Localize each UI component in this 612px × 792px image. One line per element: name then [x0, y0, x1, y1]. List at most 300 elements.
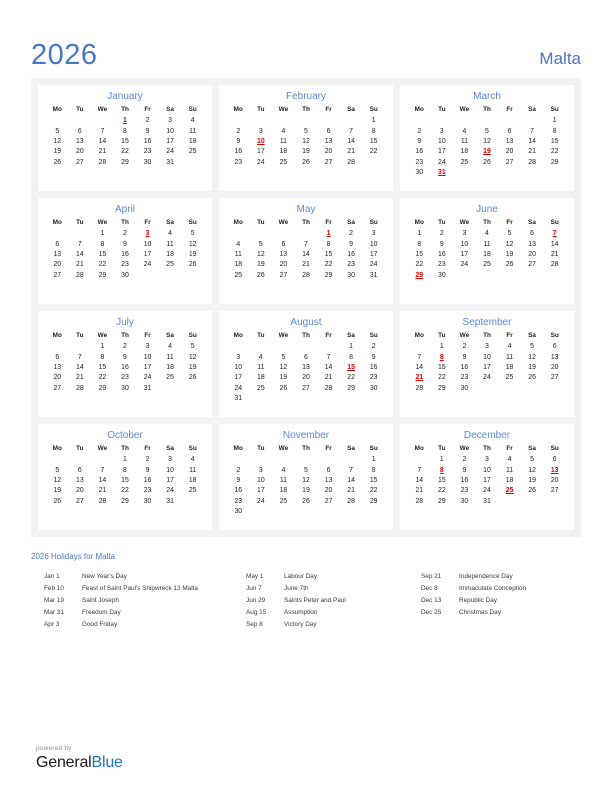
day-cell[interactable]: 16	[234, 148, 243, 156]
day-cell[interactable]: 20	[505, 148, 514, 156]
day-cell[interactable]: 19	[53, 487, 62, 495]
day-cell[interactable]: 29	[324, 271, 333, 279]
day-cell[interactable]: 27	[505, 158, 514, 166]
day-cell[interactable]: 20	[76, 148, 84, 156]
day-cell[interactable]: 4	[190, 117, 195, 125]
day-cell[interactable]: 29	[98, 271, 107, 279]
day-cell-holiday[interactable]: 15	[347, 363, 355, 371]
day-cell[interactable]: 27	[324, 497, 333, 505]
day-cell[interactable]: 14	[550, 240, 559, 248]
day-cell[interactable]: 25	[505, 374, 514, 382]
day-cell-holiday[interactable]: 8	[439, 466, 444, 474]
day-cell[interactable]: 24	[257, 497, 265, 505]
day-cell[interactable]: 13	[302, 363, 310, 371]
day-cell[interactable]: 6	[507, 127, 512, 135]
day-cell[interactable]: 13	[76, 476, 84, 484]
day-cell[interactable]: 14	[415, 363, 424, 371]
day-cell[interactable]: 24	[166, 487, 174, 495]
day-cell[interactable]: 23	[143, 487, 152, 495]
day-cell[interactable]: 18	[279, 487, 288, 495]
day-cell[interactable]: 23	[234, 158, 243, 166]
day-cell[interactable]: 13	[528, 240, 536, 248]
day-cell[interactable]: 29	[438, 384, 446, 392]
day-cell[interactable]: 23	[347, 261, 355, 269]
day-cell[interactable]: 22	[438, 487, 446, 495]
day-cell[interactable]: 11	[505, 466, 514, 474]
day-cell[interactable]: 9	[236, 137, 241, 145]
day-cell[interactable]: 19	[279, 374, 288, 382]
day-cell[interactable]: 16	[460, 476, 469, 484]
day-cell[interactable]: 27	[76, 497, 84, 505]
day-cell[interactable]: 19	[188, 363, 197, 371]
day-cell[interactable]: 6	[552, 343, 557, 351]
day-cell[interactable]: 12	[302, 137, 310, 145]
day-cell[interactable]: 6	[281, 240, 286, 248]
day-cell[interactable]: 6	[326, 466, 331, 474]
day-cell[interactable]: 24	[483, 374, 491, 382]
day-cell[interactable]: 2	[123, 343, 127, 351]
day-cell[interactable]: 9	[145, 127, 150, 135]
day-cell[interactable]: 6	[326, 127, 331, 135]
day-cell[interactable]: 19	[505, 250, 514, 258]
day-cell[interactable]: 30	[369, 384, 378, 392]
day-cell[interactable]: 20	[53, 261, 62, 269]
day-cell[interactable]: 11	[279, 137, 287, 145]
day-cell[interactable]: 5	[281, 353, 286, 361]
day-cell[interactable]: 3	[145, 343, 150, 351]
day-cell[interactable]: 19	[53, 148, 62, 156]
day-cell[interactable]: 4	[507, 343, 512, 351]
day-cell[interactable]: 15	[438, 476, 446, 484]
day-cell[interactable]: 11	[460, 137, 468, 145]
day-cell[interactable]: 15	[438, 363, 446, 371]
day-cell[interactable]: 18	[257, 374, 265, 382]
day-cell[interactable]: 19	[257, 261, 265, 269]
day-cell[interactable]: 7	[530, 127, 535, 135]
day-cell[interactable]: 28	[415, 384, 424, 392]
day-cell[interactable]: 29	[121, 158, 129, 166]
day-cell[interactable]: 12	[279, 363, 288, 371]
day-cell[interactable]: 21	[76, 261, 84, 269]
day-cell[interactable]: 31	[369, 271, 378, 279]
day-cell[interactable]: 14	[98, 137, 107, 145]
day-cell-holiday[interactable]: 25	[505, 487, 514, 495]
day-cell[interactable]: 14	[347, 137, 355, 145]
day-cell[interactable]: 4	[281, 127, 286, 135]
day-cell[interactable]: 29	[121, 497, 129, 505]
day-cell[interactable]: 9	[123, 240, 127, 248]
day-cell[interactable]: 4	[168, 230, 173, 238]
day-cell[interactable]: 15	[369, 137, 378, 145]
day-cell[interactable]: 22	[415, 261, 424, 269]
day-cell[interactable]: 13	[324, 137, 333, 145]
day-cell[interactable]: 3	[168, 456, 173, 464]
day-cell[interactable]: 2	[462, 343, 467, 351]
day-cell[interactable]: 26	[505, 261, 514, 269]
day-cell[interactable]: 25	[257, 384, 265, 392]
day-cell[interactable]: 28	[347, 158, 355, 166]
day-cell[interactable]: 20	[550, 363, 559, 371]
day-cell[interactable]: 20	[302, 374, 310, 382]
day-cell[interactable]: 8	[123, 127, 127, 135]
day-cell[interactable]: 20	[53, 374, 62, 382]
day-cell[interactable]: 25	[166, 374, 174, 382]
day-cell[interactable]: 4	[462, 127, 467, 135]
day-cell[interactable]: 28	[347, 497, 355, 505]
day-cell[interactable]: 4	[485, 230, 489, 238]
day-cell[interactable]: 18	[166, 363, 174, 371]
day-cell[interactable]: 17	[460, 250, 469, 258]
day-cell[interactable]: 3	[258, 466, 263, 474]
day-cell[interactable]: 4	[190, 456, 195, 464]
day-cell[interactable]: 17	[166, 476, 174, 484]
day-cell[interactable]: 30	[460, 384, 469, 392]
day-cell[interactable]: 1	[439, 456, 444, 464]
day-cell[interactable]: 23	[121, 374, 129, 382]
day-cell[interactable]: 5	[55, 127, 60, 135]
day-cell[interactable]: 23	[234, 497, 243, 505]
day-cell[interactable]: 2	[371, 343, 376, 351]
day-cell[interactable]: 15	[98, 363, 107, 371]
day-cell[interactable]: 2	[145, 117, 150, 125]
day-cell[interactable]: 14	[347, 476, 355, 484]
day-cell[interactable]: 20	[550, 476, 559, 484]
day-cell[interactable]: 8	[100, 353, 105, 361]
day-cell[interactable]: 21	[347, 487, 355, 495]
day-cell[interactable]: 6	[530, 230, 535, 238]
day-cell[interactable]: 29	[438, 497, 446, 505]
day-cell[interactable]: 18	[166, 250, 174, 258]
day-cell[interactable]: 17	[257, 148, 265, 156]
day-cell[interactable]: 21	[76, 374, 84, 382]
day-cell[interactable]: 2	[439, 230, 444, 238]
day-cell[interactable]: 27	[324, 158, 333, 166]
day-cell[interactable]: 18	[188, 476, 197, 484]
day-cell[interactable]: 5	[485, 127, 489, 135]
day-cell-holiday[interactable]: 10	[257, 137, 265, 145]
day-cell[interactable]: 23	[460, 374, 469, 382]
day-cell[interactable]: 1	[552, 117, 557, 125]
day-cell[interactable]: 27	[53, 271, 62, 279]
day-cell[interactable]: 26	[188, 261, 197, 269]
day-cell[interactable]: 2	[417, 127, 422, 135]
day-cell[interactable]: 27	[279, 271, 288, 279]
day-cell[interactable]: 26	[53, 497, 62, 505]
day-cell[interactable]: 22	[121, 148, 129, 156]
day-cell[interactable]: 5	[507, 230, 512, 238]
day-cell[interactable]: 31	[166, 497, 174, 505]
day-cell[interactable]: 9	[439, 240, 444, 248]
day-cell[interactable]: 2	[123, 230, 127, 238]
day-cell-holiday[interactable]: 19	[483, 148, 491, 156]
day-cell[interactable]: 16	[143, 476, 152, 484]
day-cell[interactable]: 19	[302, 487, 310, 495]
day-cell[interactable]: 16	[415, 148, 424, 156]
day-cell[interactable]: 12	[257, 250, 265, 258]
day-cell[interactable]: 13	[76, 137, 84, 145]
day-cell[interactable]: 31	[143, 384, 152, 392]
day-cell[interactable]: 22	[369, 487, 378, 495]
day-cell-holiday[interactable]: 1	[326, 230, 331, 238]
day-cell[interactable]: 31	[234, 395, 243, 403]
day-cell[interactable]: 3	[258, 127, 263, 135]
day-cell[interactable]: 24	[483, 487, 491, 495]
day-cell[interactable]: 26	[53, 158, 62, 166]
day-cell[interactable]: 27	[53, 384, 62, 392]
day-cell[interactable]: 16	[121, 250, 129, 258]
day-cell[interactable]: 22	[98, 261, 107, 269]
day-cell[interactable]: 18	[234, 261, 243, 269]
day-cell[interactable]: 4	[258, 353, 263, 361]
day-cell[interactable]: 10	[143, 240, 152, 248]
day-cell[interactable]: 28	[98, 497, 107, 505]
day-cell[interactable]: 12	[302, 476, 310, 484]
day-cell[interactable]: 17	[438, 148, 446, 156]
day-cell[interactable]: 13	[550, 353, 559, 361]
day-cell[interactable]: 27	[550, 374, 559, 382]
day-cell[interactable]: 30	[460, 497, 469, 505]
day-cell[interactable]: 22	[369, 148, 378, 156]
day-cell[interactable]: 26	[483, 158, 491, 166]
day-cell[interactable]: 9	[462, 466, 467, 474]
day-cell[interactable]: 25	[188, 487, 197, 495]
day-cell[interactable]: 16	[143, 137, 152, 145]
day-cell[interactable]: 12	[528, 466, 536, 474]
day-cell[interactable]: 23	[369, 374, 378, 382]
day-cell[interactable]: 7	[349, 127, 354, 135]
day-cell[interactable]: 28	[76, 384, 84, 392]
day-cell[interactable]: 30	[143, 158, 152, 166]
day-cell[interactable]: 28	[76, 271, 84, 279]
day-cell[interactable]: 19	[528, 476, 536, 484]
day-cell[interactable]: 26	[188, 374, 197, 382]
day-cell[interactable]: 21	[528, 148, 536, 156]
day-cell[interactable]: 21	[550, 250, 559, 258]
day-cell-holiday[interactable]: 29	[415, 271, 424, 279]
day-cell[interactable]: 1	[100, 230, 105, 238]
day-cell[interactable]: 24	[460, 261, 469, 269]
day-cell[interactable]: 10	[460, 240, 469, 248]
day-cell[interactable]: 7	[304, 240, 308, 248]
day-cell[interactable]: 5	[190, 343, 195, 351]
day-cell[interactable]: 25	[483, 261, 491, 269]
day-cell[interactable]: 18	[460, 148, 469, 156]
day-cell[interactable]: 24	[257, 158, 265, 166]
day-cell[interactable]: 30	[234, 508, 243, 516]
day-cell[interactable]: 2	[349, 230, 354, 238]
day-cell[interactable]: 3	[462, 230, 467, 238]
day-cell[interactable]: 31	[483, 497, 491, 505]
day-cell[interactable]: 8	[417, 240, 422, 248]
day-cell[interactable]: 19	[302, 148, 310, 156]
day-cell[interactable]: 10	[483, 466, 491, 474]
day-cell[interactable]: 11	[189, 466, 197, 474]
day-cell[interactable]: 10	[166, 127, 174, 135]
day-cell[interactable]: 30	[121, 384, 129, 392]
day-cell[interactable]: 10	[483, 353, 491, 361]
day-cell[interactable]: 12	[483, 137, 491, 145]
day-cell[interactable]: 12	[188, 240, 197, 248]
day-cell[interactable]: 4	[168, 343, 173, 351]
day-cell[interactable]: 24	[143, 374, 152, 382]
day-cell[interactable]: 1	[349, 343, 354, 351]
day-cell[interactable]: 15	[550, 137, 559, 145]
day-cell-holiday[interactable]: 7	[552, 230, 557, 238]
day-cell[interactable]: 17	[483, 476, 491, 484]
day-cell[interactable]: 16	[460, 363, 469, 371]
day-cell[interactable]: 5	[530, 456, 535, 464]
day-cell[interactable]: 7	[349, 466, 354, 474]
day-cell[interactable]: 24	[166, 148, 174, 156]
day-cell[interactable]: 1	[100, 343, 105, 351]
day-cell[interactable]: 27	[302, 384, 310, 392]
day-cell[interactable]: 21	[302, 261, 310, 269]
day-cell[interactable]: 24	[143, 261, 152, 269]
day-cell-holiday[interactable]: 21	[415, 374, 424, 382]
day-cell[interactable]: 21	[415, 487, 424, 495]
day-cell[interactable]: 26	[528, 374, 536, 382]
day-cell[interactable]: 1	[371, 456, 376, 464]
day-cell[interactable]: 22	[550, 148, 559, 156]
day-cell[interactable]: 26	[257, 271, 265, 279]
day-cell[interactable]: 24	[369, 261, 378, 269]
day-cell[interactable]: 20	[528, 250, 536, 258]
day-cell[interactable]: 17	[234, 374, 243, 382]
day-cell[interactable]: 30	[121, 271, 129, 279]
day-cell[interactable]: 18	[505, 476, 514, 484]
day-cell[interactable]: 28	[528, 158, 536, 166]
day-cell[interactable]: 18	[483, 250, 491, 258]
day-cell[interactable]: 3	[485, 456, 489, 464]
day-cell[interactable]: 8	[552, 127, 557, 135]
day-cell[interactable]: 4	[236, 240, 241, 248]
day-cell[interactable]: 26	[302, 158, 310, 166]
day-cell[interactable]: 25	[234, 271, 243, 279]
day-cell[interactable]: 22	[347, 374, 355, 382]
day-cell[interactable]: 26	[279, 384, 288, 392]
day-cell[interactable]: 12	[188, 353, 197, 361]
day-cell[interactable]: 3	[371, 230, 376, 238]
day-cell[interactable]: 9	[371, 353, 376, 361]
day-cell[interactable]: 16	[234, 487, 243, 495]
day-cell[interactable]: 5	[530, 343, 535, 351]
day-cell[interactable]: 30	[143, 497, 152, 505]
day-cell[interactable]: 21	[324, 374, 333, 382]
day-cell[interactable]: 28	[550, 261, 559, 269]
day-cell[interactable]: 10	[143, 353, 152, 361]
day-cell[interactable]: 16	[438, 250, 446, 258]
day-cell-holiday[interactable]: 1	[123, 117, 127, 125]
day-cell[interactable]: 5	[258, 240, 263, 248]
day-cell[interactable]: 13	[324, 476, 333, 484]
day-cell[interactable]: 5	[304, 466, 308, 474]
day-cell[interactable]: 25	[460, 158, 469, 166]
day-cell[interactable]: 9	[349, 240, 354, 248]
day-cell[interactable]: 9	[417, 137, 422, 145]
day-cell[interactable]: 20	[279, 261, 288, 269]
day-cell[interactable]: 21	[98, 487, 107, 495]
day-cell[interactable]: 13	[53, 250, 62, 258]
day-cell[interactable]: 7	[417, 466, 422, 474]
day-cell[interactable]: 30	[347, 271, 355, 279]
day-cell[interactable]: 29	[98, 384, 107, 392]
day-cell[interactable]: 10	[166, 466, 174, 474]
day-cell[interactable]: 2	[236, 466, 241, 474]
day-cell[interactable]: 26	[528, 487, 536, 495]
generalblue-logo[interactable]	[36, 753, 123, 772]
day-cell[interactable]: 14	[302, 250, 310, 258]
day-cell[interactable]: 16	[369, 363, 378, 371]
day-cell[interactable]: 21	[347, 148, 355, 156]
day-cell[interactable]: 28	[415, 497, 424, 505]
day-cell[interactable]: 5	[55, 466, 60, 474]
day-cell[interactable]: 7	[77, 353, 82, 361]
day-cell[interactable]: 30	[438, 271, 446, 279]
day-cell[interactable]: 15	[98, 250, 107, 258]
day-cell[interactable]: 11	[234, 250, 242, 258]
day-cell[interactable]: 23	[121, 261, 129, 269]
day-cell[interactable]: 13	[505, 137, 514, 145]
day-cell[interactable]: 18	[505, 363, 514, 371]
day-cell[interactable]: 25	[279, 497, 288, 505]
day-cell[interactable]: 27	[528, 261, 536, 269]
day-cell[interactable]: 24	[234, 384, 243, 392]
day-cell[interactable]: 12	[528, 353, 536, 361]
day-cell[interactable]: 16	[347, 250, 355, 258]
day-cell[interactable]: 14	[528, 137, 536, 145]
day-cell[interactable]: 12	[53, 476, 62, 484]
day-cell[interactable]: 2	[236, 127, 241, 135]
day-cell[interactable]: 8	[123, 466, 127, 474]
day-cell[interactable]: 20	[324, 487, 333, 495]
day-cell[interactable]: 25	[166, 261, 174, 269]
day-cell[interactable]: 17	[143, 250, 152, 258]
day-cell[interactable]: 24	[438, 158, 446, 166]
day-cell[interactable]: 17	[483, 363, 491, 371]
day-cell[interactable]: 7	[326, 353, 331, 361]
day-cell[interactable]: 14	[76, 250, 84, 258]
day-cell[interactable]: 3	[168, 117, 173, 125]
day-cell[interactable]: 23	[143, 148, 152, 156]
day-cell[interactable]: 14	[415, 476, 424, 484]
day-cell[interactable]: 13	[53, 363, 62, 371]
day-cell[interactable]: 6	[55, 240, 60, 248]
day-cell[interactable]: 8	[326, 240, 331, 248]
day-cell[interactable]: 2	[462, 456, 467, 464]
day-cell[interactable]: 9	[236, 476, 241, 484]
day-cell[interactable]: 5	[304, 127, 308, 135]
day-cell[interactable]: 28	[324, 384, 333, 392]
day-cell[interactable]: 8	[371, 127, 376, 135]
day-cell-holiday[interactable]: 3	[145, 230, 150, 238]
day-cell[interactable]: 28	[302, 271, 310, 279]
day-cell[interactable]: 5	[190, 230, 195, 238]
day-cell[interactable]: 26	[302, 497, 310, 505]
day-cell[interactable]: 13	[279, 250, 288, 258]
day-cell[interactable]: 6	[552, 456, 557, 464]
day-cell[interactable]: 20	[324, 148, 333, 156]
day-cell[interactable]: 1	[123, 456, 127, 464]
day-cell[interactable]: 10	[234, 363, 243, 371]
day-cell[interactable]: 12	[505, 240, 514, 248]
day-cell[interactable]: 20	[76, 487, 84, 495]
day-cell[interactable]: 17	[369, 250, 378, 258]
day-cell[interactable]: 14	[98, 476, 107, 484]
day-cell[interactable]: 18	[279, 148, 288, 156]
day-cell-holiday[interactable]: 8	[439, 353, 444, 361]
day-cell[interactable]: 8	[349, 353, 354, 361]
day-cell[interactable]: 29	[550, 158, 559, 166]
